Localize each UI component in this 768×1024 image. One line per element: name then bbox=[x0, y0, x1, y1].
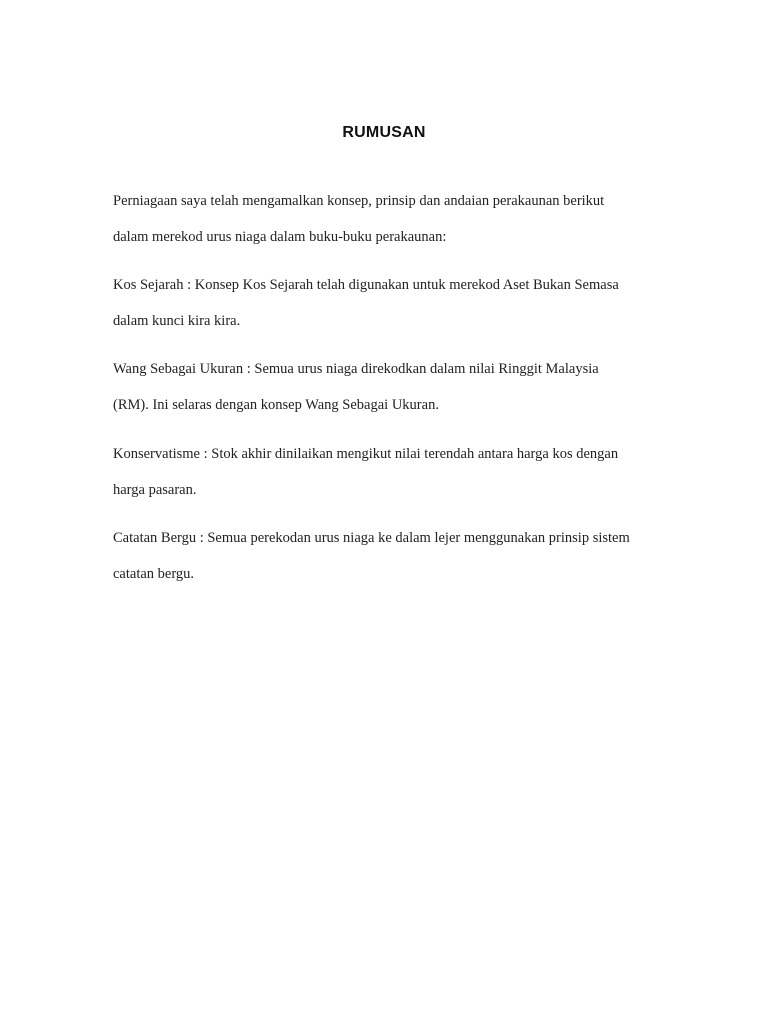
paragraph-catatan-bergu bbox=[113, 520, 673, 592]
paragraph-wang-sebagai-ukuran bbox=[113, 351, 673, 423]
page-title: RUMUSAN bbox=[342, 124, 426, 141]
paragraph-kos-sejarah bbox=[113, 267, 673, 339]
paragraph-line: dalam kunci kira kira. bbox=[113, 313, 241, 329]
paragraph-line: Kos Sejarah : Konsep Kos Sejarah telah digunakan untuk merekod Aset Bukan Semasa bbox=[113, 277, 619, 293]
paragraph-konservatisme bbox=[113, 436, 673, 508]
paragraph-line: dalam merekod urus niaga dalam buku-buku perakaunan: bbox=[113, 229, 447, 245]
paragraph-line: harga pasaran. bbox=[113, 482, 197, 498]
paragraph-line: (RM). Ini selaras dengan konsep Wang Sebagai Ukuran. bbox=[113, 397, 439, 413]
paragraph-line: Konservatisme : Stok akhir dinilaikan mengikut nilai terendah antara harga kos dengan bbox=[113, 446, 619, 462]
paragraph-line: Catatan Bergu : Semua perekodan urus niaga ke dalam lejer menggunakan prinsip sistem bbox=[113, 530, 630, 546]
paragraph-intro bbox=[113, 183, 673, 255]
paragraph-line: Wang Sebagai Ukuran : Semua urus niaga direkodkan dalam nilai Ringgit Malaysia bbox=[113, 361, 599, 377]
paragraph-line: catatan bergu. bbox=[113, 566, 195, 582]
paragraph-line: Perniagaan saya telah mengamalkan konsep, prinsip dan andaian perakaunan berikut bbox=[113, 193, 605, 209]
